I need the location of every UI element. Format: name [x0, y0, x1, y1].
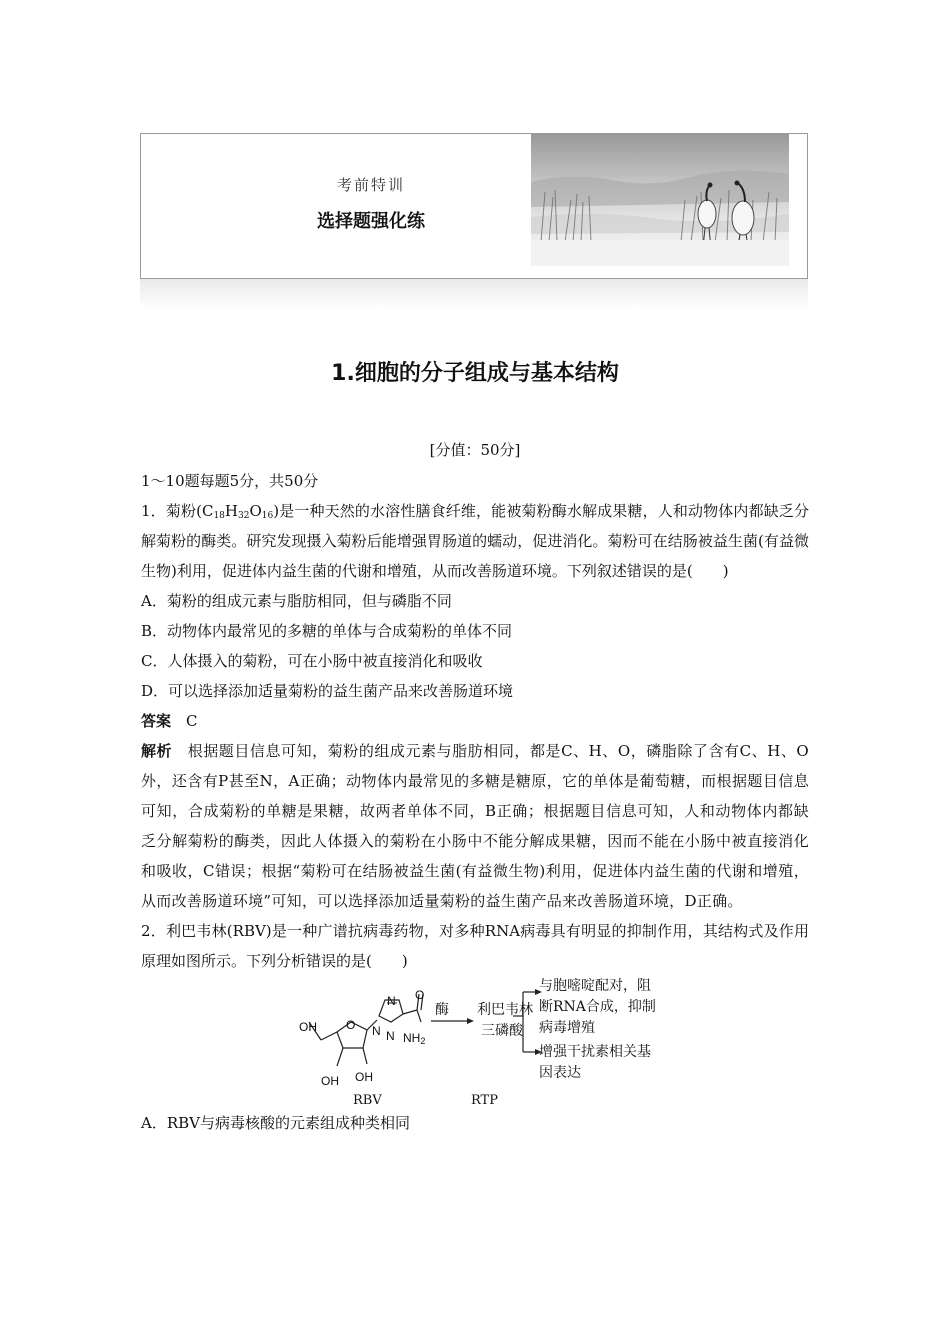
chem-oh-2: OH	[355, 1070, 373, 1084]
effect-2-line1: 增强干扰素相关基	[539, 1044, 651, 1060]
rtp-name-line1: 利巴韦林	[477, 1002, 533, 1018]
chem-o: O	[346, 1018, 356, 1032]
header-title: 选择题强化练	[317, 211, 425, 232]
chem-n3: N	[386, 1029, 395, 1043]
section-title: 1.细胞的分子组成与基本结构	[331, 361, 619, 386]
chem-nh2: $NH_2$	[403, 1031, 426, 1046]
rtp-label: RTP	[471, 1093, 498, 1108]
question-2-stem: 2．利巴韦林(RBV)是一种广谱抗病毒药物，对多种RNA病毒具有明显的抑制作用，其结构式及作用原理如图所示。下列分析错误的是( )	[141, 922, 809, 970]
question-1-option-a: A．菊粉的组成元素与脂肪相同，但与磷脂不同	[141, 592, 452, 610]
chem-oh-top: OH	[299, 1020, 317, 1034]
effect-2-line2: 因表达	[539, 1065, 581, 1081]
chem-n1: N	[372, 1024, 381, 1038]
question-1-option-d: D．可以选择添加适量菊粉的益生菌产品来改善肠道环境	[141, 682, 514, 700]
header-subtitle: 考前特训	[336, 176, 405, 194]
content	[141, 466, 809, 1138]
effect-1-line1: 与胞嘧啶配对，阻	[539, 978, 651, 994]
rtp-name-line2: 三磷酸	[481, 1023, 523, 1039]
question-1-option-b: B．动物体内最常见的多糖的单体与合成菊粉的单体不同	[141, 622, 513, 640]
effect-1-line3: 病毒增殖	[539, 1020, 595, 1036]
question-2-option-a: A．RBV与病毒核酸的元素组成种类相同	[141, 1114, 410, 1132]
enzyme-label: 酶	[435, 1002, 449, 1018]
question-1-explanation: 解析 根据题目信息可知，菊粉的组成元素与脂肪相同，都是C、H、O，磷脂除了含有C、H、O外，还含有P甚至N，A正确；动物体内最常见的多糖是糖原，它的单体是葡萄糖，而根据题目信息可知，合成菊粉的单糖是果糖，故两者单体不同，B正确；根据题目信息可知，人和动物体内都缺乏分解菊粉的酶类，因此人体摄入的菊粉在小肠中不能分解成果糖，因而不能在小肠中被直接消化和吸收，C错误；根据“菊粉可在结肠被益生菌(有益微生物)利用，促进体内益生菌的代谢和增殖，从而改善肠道环境”可知，可以选择添加适量菊粉的益生菌产品来改善肠道环境，D正确。	[141, 742, 809, 910]
question-1-option-c: C．人体摄入的菊粉，可在小肠中被直接消化和吸收	[141, 652, 483, 670]
rbv-label: RBV	[353, 1093, 382, 1108]
effect-1-line2: 断RNA合成，抑制	[539, 999, 656, 1015]
cranes-landscape-icon	[531, 133, 789, 266]
score-note: [分值：50分]	[429, 441, 521, 459]
rbv-mechanism-figure	[141, 978, 809, 1108]
header-shadow	[140, 279, 808, 309]
chem-oh-1: OH	[321, 1074, 339, 1088]
chem-n2: N	[387, 994, 396, 1008]
chem-o2: O	[415, 988, 425, 1002]
question-1-answer: 答案 C	[141, 712, 198, 730]
question-1-stem: 1．菊粉$(C_{18}H_{32}O_{16})$是一种天然的水溶性膳食纤维，能被菊粉酶水解成果糖，人和动物体内都缺乏分解菊粉的酶类。研究发现摄入菊粉后能增强胃肠道的蠕动，促进消化。菊粉可在结肠被益生菌(有益微生物)利用，促进体内益生菌的代谢和增殖，从而改善肠道环境。下列叙述错误的是( )	[141, 502, 809, 580]
scoring-rule: 1～10题每题5分，共50分	[141, 472, 319, 490]
header-banner	[140, 133, 808, 279]
